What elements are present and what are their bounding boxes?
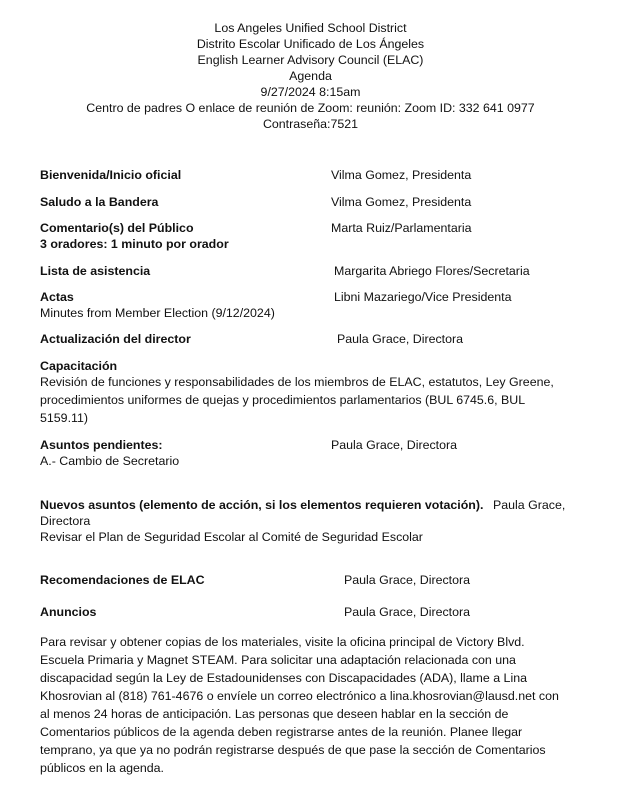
meeting-location: Centro de padres O enlace de reunión de Zoom: reunión: Zoom ID: 332 641 0977 (86, 101, 535, 115)
item-director-update-title: Actualización del director (40, 332, 191, 346)
item-new-business-detail: Revisar el Plan de Seguridad Escolar al Comité de Seguridad Escolar (40, 530, 423, 544)
item-new-business-presenter: Directora (40, 514, 91, 528)
item-public-comment-title: Comentario(s) del Público (40, 221, 194, 235)
item-pending-presenter: Paula Grace, Directora (331, 438, 458, 452)
item-welcome-presenter: Vilma Gomez, Presidenta (331, 168, 472, 182)
district-name-es: Distrito Escolar Unificado de Los Ángeles (196, 37, 425, 51)
item-welcome-title: Bienvenida/Inicio oficial (40, 168, 182, 182)
item-announcements-presenter: Paula Grace, Directora (344, 605, 471, 619)
item-minutes-presenter: Libni Mazariego/Vice Presidenta (334, 290, 512, 304)
item-attendance-title: Lista de asistencia (40, 264, 151, 278)
item-attendance-presenter: Margarita Abriego Flores/Secretaria (334, 264, 530, 278)
item-public-comment-subtitle: 3 oradores: 1 minuto por orador (40, 237, 229, 251)
agenda-header (0, 20, 621, 132)
council-name: English Learner Advisory Council (ELAC) (197, 53, 424, 67)
document-type: Agenda (289, 69, 332, 83)
meeting-password: Contraseña:7521 (262, 117, 359, 131)
item-training-detail: Revisión de funciones y responsabilidades de los miembros de ELAC, estatutos, Ley Greene, procedimientos uniformes de quejas y procedimientos parlamentarios (BUL 6745.6, BUL 5159.11) (40, 375, 554, 425)
item-minutes-title: Actas (40, 290, 74, 304)
item-new-business-presenter-name: Paula Grace, (493, 498, 566, 512)
item-director-update-presenter: Paula Grace, Directora (337, 332, 464, 346)
item-new-business-title: Nuevos asuntos (elemento de acción, si los elementos requieren votación). (40, 498, 484, 512)
district-name-en: Los Angeles Unified School District (214, 21, 407, 35)
item-recommendations-presenter: Paula Grace, Directora (344, 573, 471, 587)
item-training-title: Capacitación (40, 359, 118, 373)
item-announcements-title: Anuncios (40, 605, 97, 619)
meeting-datetime: 9/27/2024 8:15am (260, 85, 361, 99)
item-pending-detail: A.- Cambio de Secretario (40, 454, 180, 468)
item-public-comment-presenter: Marta Ruiz/Parlamentaria (331, 221, 472, 235)
footer-note: Para revisar y obtener copias de los materiales, visite la oficina principal de Victory Blvd. Escuela Primaria y Magnet STEAM. Para solicitar una adaptación relacionada con una discapacidad según la Ley de Estadounidenses con Discapacidades (ADA), llame a Lina Khosrovian al (818) 761-4676 o envíele un correo electrónico a lina.khosrovian@lausd.net con al menos 24 horas de anticipación. Las personas que deseen hablar en la sección de Comentarios públicos de la agenda deben registrarse antes de la reunión. Planee llegar temprano, ya que ya no podrán registrarse después de que pase la sección de Comentarios públicos en la agenda. (40, 635, 559, 775)
item-pledge-title: Saludo a la Bandera (40, 195, 159, 209)
item-pledge-presenter: Vilma Gomez, Presidenta (331, 195, 472, 209)
item-recommendations-title: Recomendaciones de ELAC (40, 573, 205, 587)
item-pending-title: Asuntos pendientes: (40, 438, 163, 452)
item-minutes-detail: Minutes from Member Election (9/12/2024) (40, 306, 275, 320)
